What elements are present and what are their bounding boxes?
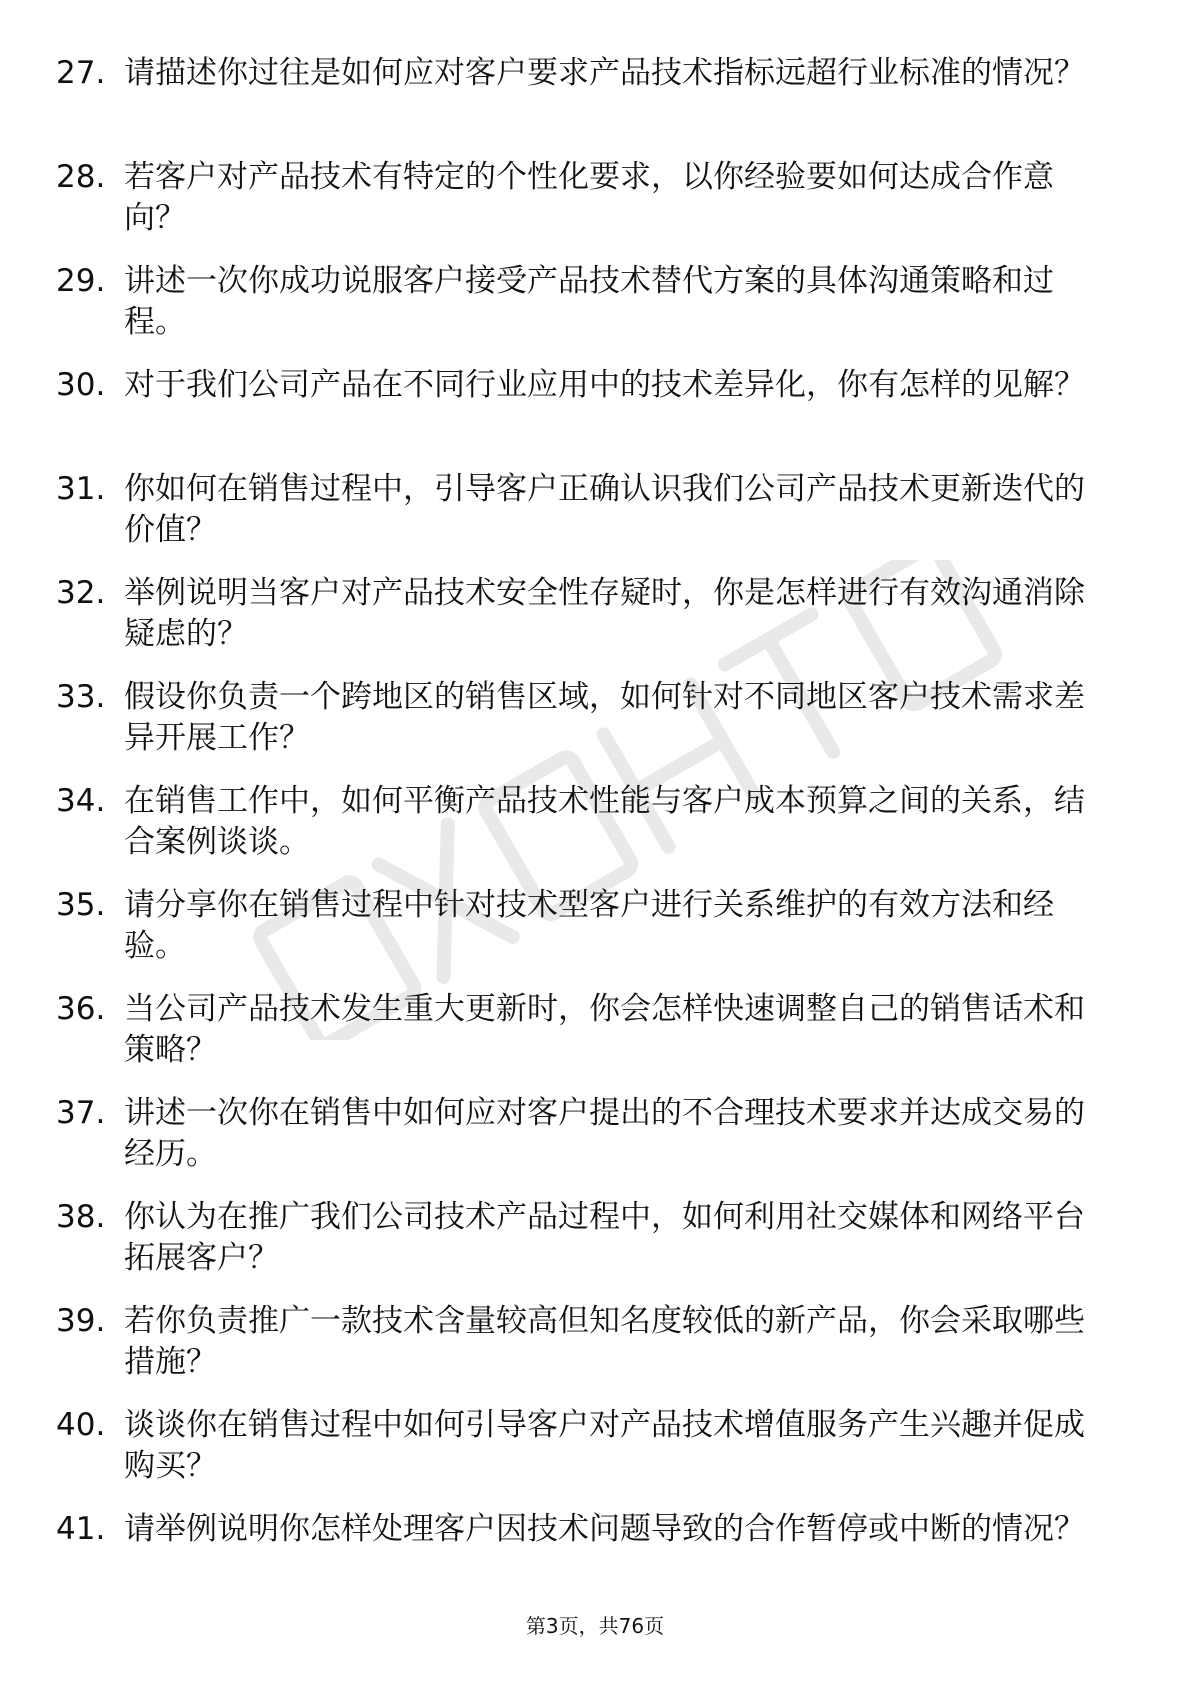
- question-text: 对于我们公司产品在不同行业应用中的技术差异化，你有怎样的见解？: [124, 367, 1085, 403]
- list-item: [56, 1405, 1116, 1509]
- question-text: 请分享你在销售过程中针对技术型客户进行关系维护的有效方法和经验。: [124, 887, 1054, 964]
- list-item: [56, 1093, 1116, 1197]
- question-list: [56, 53, 1116, 1613]
- list-item: [56, 781, 1116, 885]
- question-text: 讲述一次你成功说服客户接受产品技术替代方案的具体沟通策略和过程。: [124, 263, 1054, 340]
- list-item: [56, 677, 1116, 781]
- question-text: 请举例说明你怎样处理客户因技术问题导致的合作暂停或中断的情况？: [124, 1511, 1085, 1547]
- question-number: 34.: [56, 783, 106, 819]
- list-item: [56, 469, 1116, 573]
- question-number: 29.: [56, 263, 106, 299]
- question-number: 38.: [56, 1199, 106, 1235]
- list-item: [56, 261, 1116, 365]
- question-number: 33.: [56, 679, 106, 715]
- question-text: 若客户对产品技术有特定的个性化要求，以你经验要如何达成合作意向？: [124, 159, 1054, 236]
- list-item: [56, 989, 1116, 1093]
- question-number: 31.: [56, 471, 106, 507]
- list-item: [56, 1301, 1116, 1405]
- list-item: [56, 1197, 1116, 1301]
- question-number: 37.: [56, 1095, 106, 1131]
- question-number: 40.: [56, 1407, 106, 1443]
- list-item: [56, 365, 1116, 469]
- question-text: 若你负责推广一款技术含量较高但知名度较低的新产品，你会采取哪些措施？: [124, 1303, 1085, 1380]
- question-text: 请描述你过往是如何应对客户要求产品技术指标远超行业标准的情况？: [124, 55, 1085, 91]
- question-text: 你如何在销售过程中，引导客户正确认识我们公司产品技术更新迭代的价值？: [124, 471, 1085, 548]
- question-text: 谈谈你在销售过程中如何引导客户对产品技术增值服务产生兴趣并促成购买？: [124, 1407, 1085, 1484]
- question-text: 你认为在推广我们公司技术产品过程中，如何利用社交媒体和网络平台拓展客户？: [124, 1199, 1085, 1276]
- question-number: 39.: [56, 1303, 106, 1339]
- question-number: 28.: [56, 159, 106, 195]
- question-text: 假设你负责一个跨地区的销售区域，如何针对不同地区客户技术需求差异开展工作？: [124, 679, 1085, 756]
- page-number-footer: 第3页，共76页: [525, 1614, 665, 1638]
- list-item: [56, 1509, 1116, 1613]
- list-item: [56, 157, 1116, 261]
- list-item: [56, 885, 1116, 989]
- question-number: 27.: [56, 55, 106, 91]
- question-number: 32.: [56, 575, 106, 611]
- question-number: 41.: [56, 1511, 106, 1547]
- question-number: 36.: [56, 991, 106, 1027]
- question-number: 30.: [56, 367, 106, 403]
- question-text: 在销售工作中，如何平衡产品技术性能与客户成本预算之间的关系，结合案例谈谈。: [124, 783, 1085, 860]
- question-number: 35.: [56, 887, 106, 923]
- question-text: 举例说明当客户对产品技术安全性存疑时，你是怎样进行有效沟通消除疑虑的？: [124, 575, 1085, 652]
- question-text: 当公司产品技术发生重大更新时，你会怎样快速调整自己的销售话术和策略？: [124, 991, 1085, 1068]
- question-text: 讲述一次你在销售中如何应对客户提出的不合理技术要求并达成交易的经历。: [124, 1095, 1085, 1172]
- list-item: [56, 573, 1116, 677]
- list-item: [56, 53, 1116, 157]
